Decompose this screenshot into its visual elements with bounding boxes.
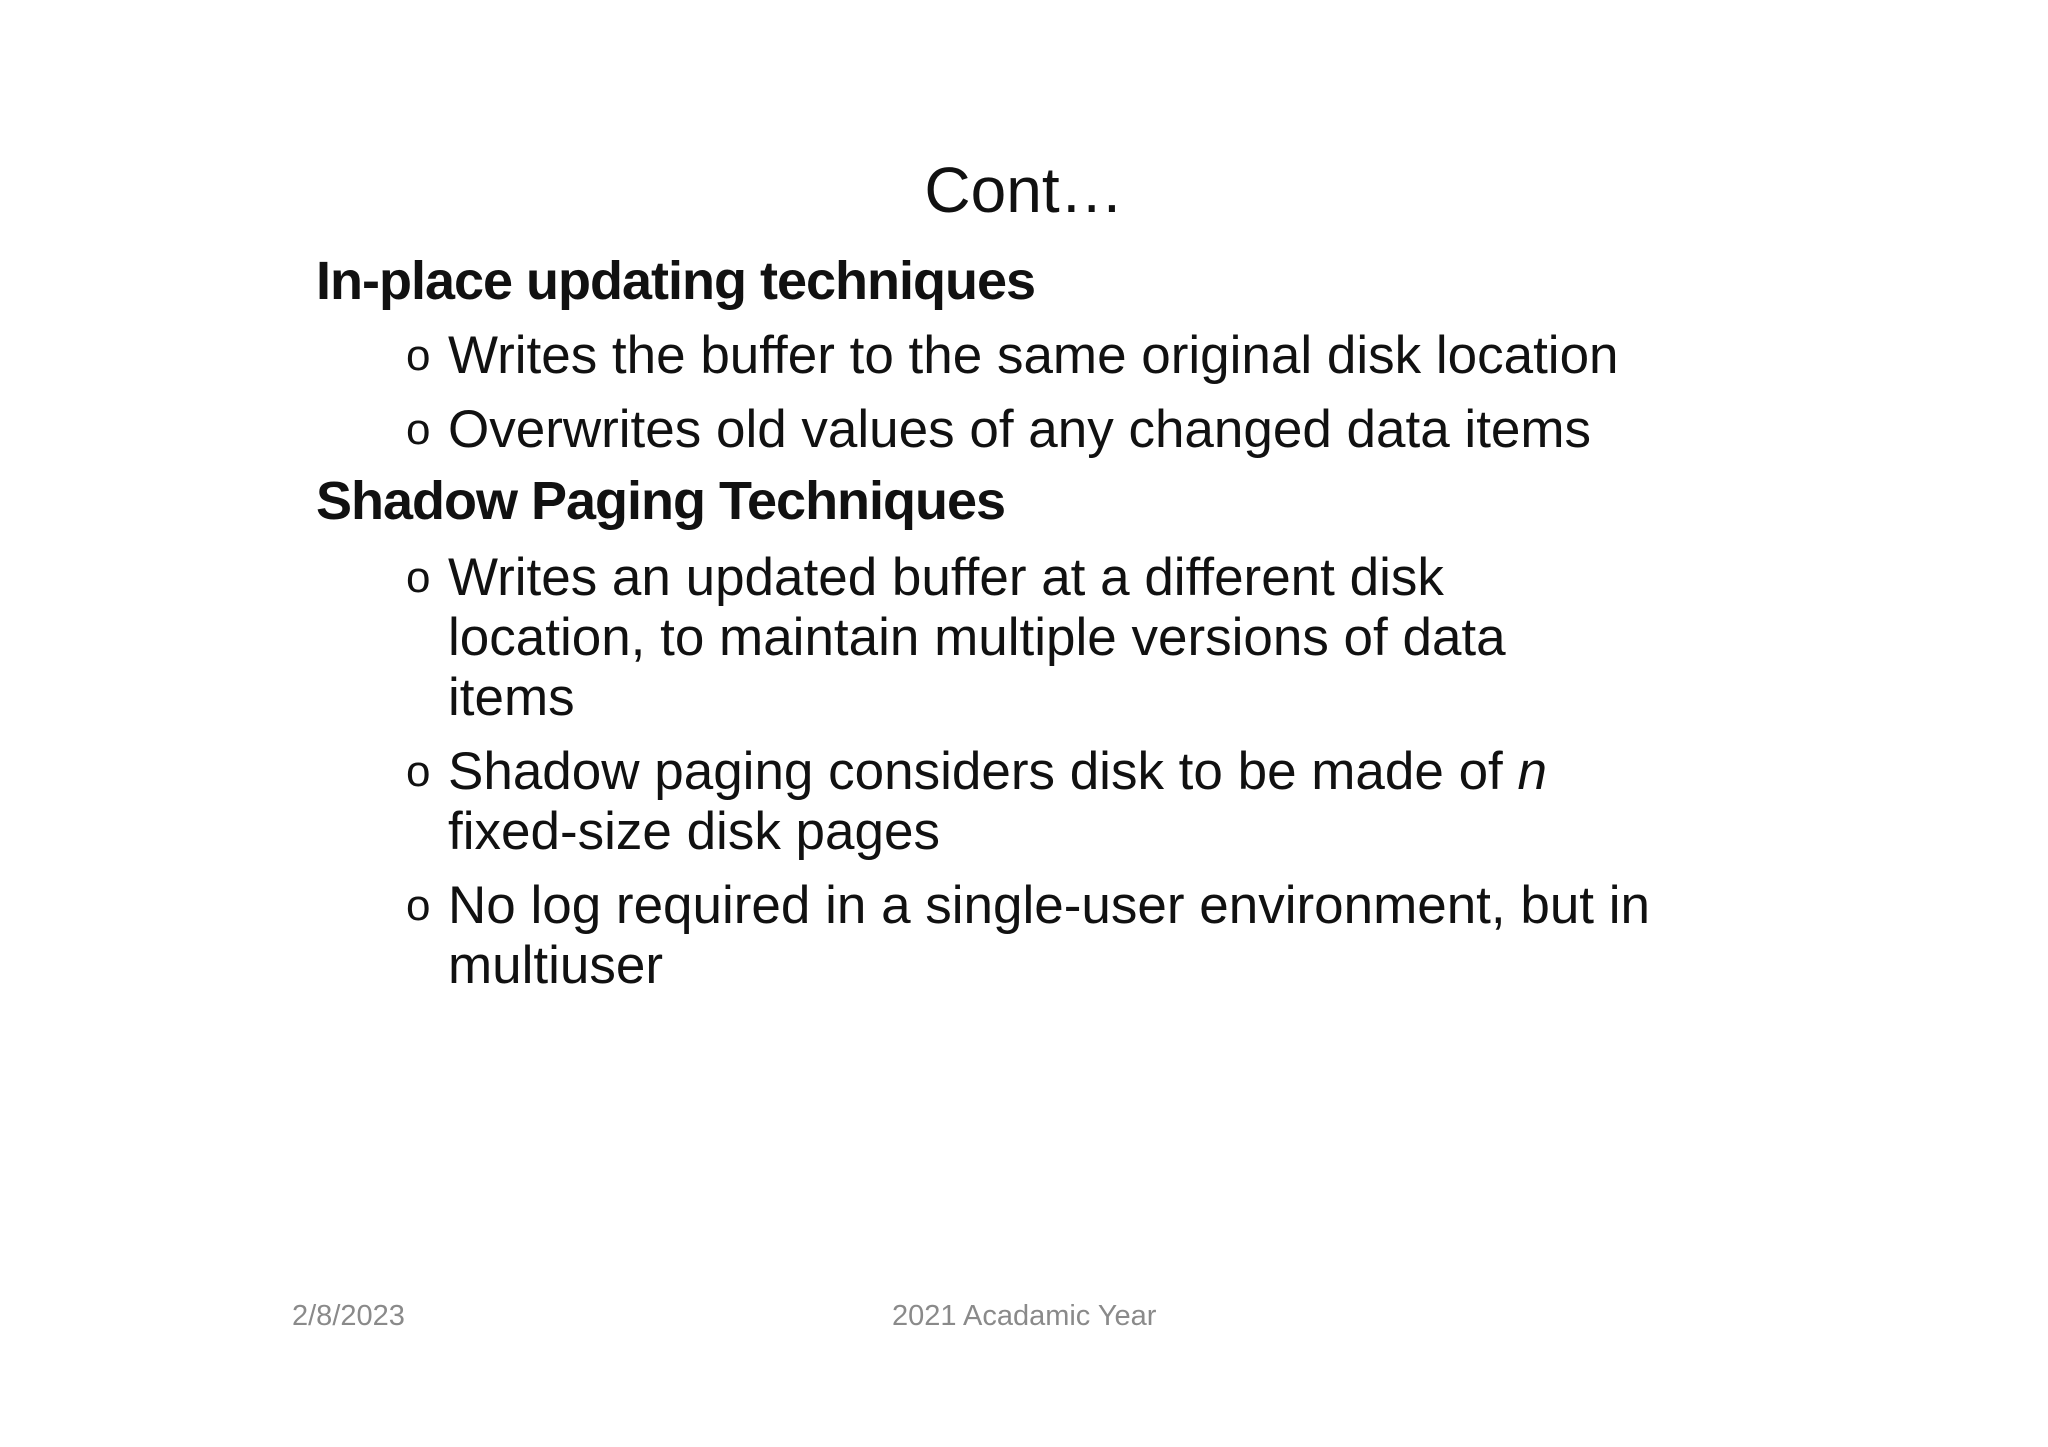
section-heading-shadow-paging: Shadow Paging Techniques: [316, 471, 1006, 531]
bullet-marker-icon: o: [406, 881, 431, 930]
bullet-text-part: fixed-size disk pages: [448, 802, 940, 861]
footer-center-text: 2021 Acadamic Year: [892, 1300, 1157, 1332]
bullet-marker-icon: o: [406, 405, 431, 454]
section-heading-in-place: In-place updating techniques: [316, 251, 1036, 311]
bullet-text: Overwrites old values of any changed data items: [448, 400, 1592, 459]
slide-title: Cont…: [924, 154, 1124, 226]
footer-date: 2/8/2023: [292, 1300, 405, 1332]
bullet-text: No log required in a single-user environment, but in multiuser: [448, 876, 1650, 995]
bullet-item: [406, 400, 1788, 460]
bullet-text: Writes an updated buffer at a different disk location, to maintain multiple versions of data items: [448, 548, 1506, 727]
bullet-item: [406, 548, 1608, 728]
bullet-item: [406, 742, 1708, 862]
bullet-text-part: Shadow paging considers disk to be made of: [448, 742, 1503, 801]
bullet-text-compound: [448, 742, 1708, 862]
bullet-marker-icon: o: [406, 747, 431, 796]
bullet-item: [406, 876, 1818, 996]
bullet-item: [406, 326, 1788, 386]
bullet-text-italic: n: [1517, 742, 1547, 801]
bullet-text: Writes the buffer to the same original disk location: [448, 326, 1619, 385]
bullet-marker-icon: o: [406, 553, 431, 602]
bullet-marker-icon: o: [406, 331, 431, 380]
